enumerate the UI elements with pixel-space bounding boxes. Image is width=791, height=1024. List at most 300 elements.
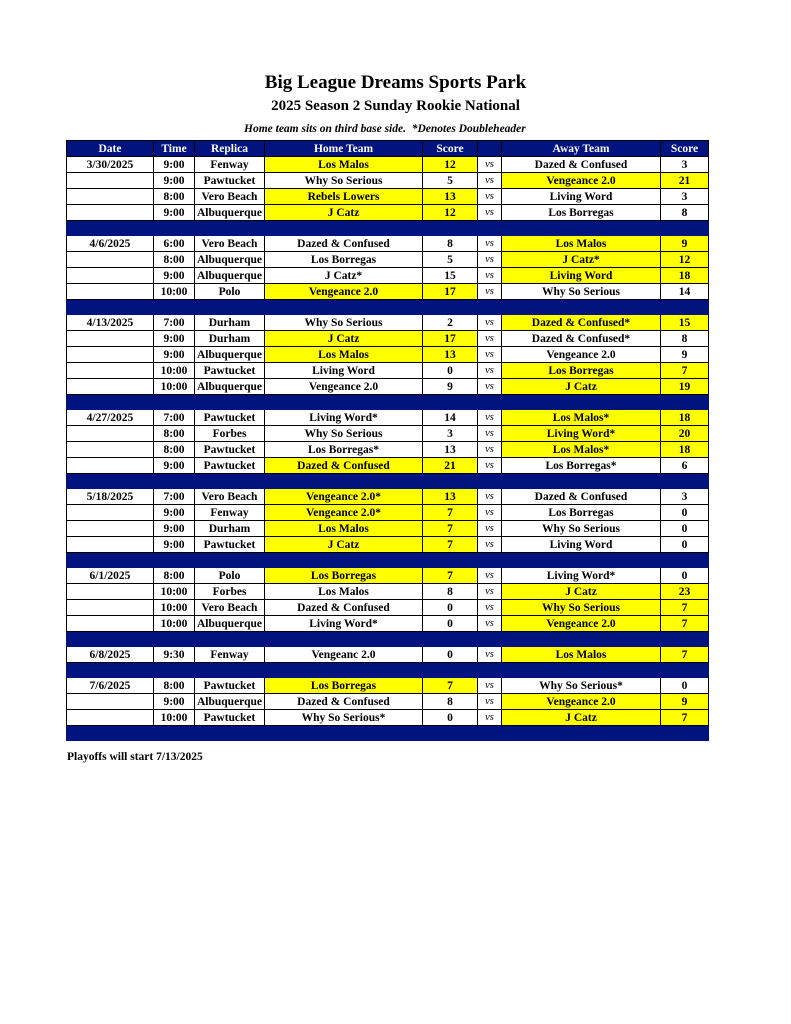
game-date: 4/27/2025 — [67, 410, 154, 426]
game-row — [67, 157, 709, 173]
away-team: Living Word — [502, 537, 661, 553]
game-date — [67, 252, 154, 268]
game-time: 7:00 — [154, 315, 195, 331]
vs-label: vs — [478, 379, 502, 395]
vs-label: vs — [478, 505, 502, 521]
game-row — [67, 268, 709, 284]
home-team: Los Malos — [265, 584, 423, 600]
game-row — [67, 363, 709, 379]
away-team: Why So Serious — [502, 521, 661, 537]
separator-cell — [154, 300, 195, 315]
game-field: Albuquerque — [195, 694, 265, 710]
separator-cell — [502, 474, 661, 489]
away-team: Dazed & Confused* — [502, 315, 661, 331]
away-team: Vengeance 2.0 — [502, 347, 661, 363]
home-score: 21 — [423, 458, 478, 474]
away-score: 19 — [661, 379, 709, 395]
separator-cell — [502, 300, 661, 315]
home-score: 13 — [423, 489, 478, 505]
col-header-away-score: Score — [661, 141, 709, 157]
home-team: Dazed & Confused — [265, 600, 423, 616]
home-score: 5 — [423, 173, 478, 189]
home-score: 7 — [423, 537, 478, 553]
separator-cell — [67, 300, 154, 315]
game-field: Pawtucket — [195, 458, 265, 474]
separator-cell — [67, 395, 154, 410]
away-score: 8 — [661, 205, 709, 221]
vs-label: vs — [478, 410, 502, 426]
vs-label: vs — [478, 252, 502, 268]
away-team: Living Word* — [502, 426, 661, 442]
home-team: J Catz* — [265, 268, 423, 284]
separator-cell — [265, 663, 423, 678]
home-team: Los Borregas — [265, 568, 423, 584]
separator-cell — [502, 553, 661, 568]
home-score: 8 — [423, 584, 478, 600]
game-time: 9:00 — [154, 521, 195, 537]
game-field: Pawtucket — [195, 410, 265, 426]
away-team: Los Borregas — [502, 205, 661, 221]
game-date: 4/6/2025 — [67, 236, 154, 252]
vs-label: vs — [478, 331, 502, 347]
game-field: Albuquerque — [195, 252, 265, 268]
game-row — [67, 647, 709, 663]
home-team: Living Word* — [265, 410, 423, 426]
home-score: 7 — [423, 521, 478, 537]
game-date — [67, 284, 154, 300]
home-team: Living Word — [265, 363, 423, 379]
away-score: 9 — [661, 236, 709, 252]
away-team: J Catz — [502, 584, 661, 600]
game-date — [67, 694, 154, 710]
home-score: 14 — [423, 410, 478, 426]
game-date: 7/6/2025 — [67, 678, 154, 694]
home-score: 8 — [423, 694, 478, 710]
home-score: 12 — [423, 157, 478, 173]
away-score: 7 — [661, 616, 709, 632]
away-team: Los Malos — [502, 236, 661, 252]
away-team: Los Borregas — [502, 363, 661, 379]
home-team: Dazed & Confused — [265, 236, 423, 252]
game-field: Vero Beach — [195, 189, 265, 205]
separator-cell — [265, 632, 423, 647]
separator-cell — [154, 663, 195, 678]
away-team: Dazed & Confused — [502, 489, 661, 505]
vs-label: vs — [478, 173, 502, 189]
game-time: 8:00 — [154, 189, 195, 205]
separator-cell — [478, 300, 502, 315]
game-time: 9:00 — [154, 173, 195, 189]
separator-cell — [265, 553, 423, 568]
col-header-time: Time — [154, 141, 195, 157]
home-team: Why So Serious — [265, 173, 423, 189]
game-time: 8:00 — [154, 252, 195, 268]
separator-cell — [195, 221, 265, 236]
away-score: 8 — [661, 331, 709, 347]
vs-label: vs — [478, 616, 502, 632]
separator-cell — [265, 300, 423, 315]
game-row — [67, 347, 709, 363]
vs-label: vs — [478, 489, 502, 505]
game-date — [67, 458, 154, 474]
separator-cell — [478, 395, 502, 410]
home-score: 2 — [423, 315, 478, 331]
game-field: Albuquerque — [195, 347, 265, 363]
game-time: 9:00 — [154, 458, 195, 474]
separator-cell — [67, 553, 154, 568]
game-field: Durham — [195, 521, 265, 537]
separator-cell — [67, 474, 154, 489]
game-date — [67, 600, 154, 616]
game-date — [67, 189, 154, 205]
game-date — [67, 173, 154, 189]
game-date — [67, 347, 154, 363]
game-date — [67, 331, 154, 347]
game-time: 9:00 — [154, 268, 195, 284]
vs-label: vs — [478, 157, 502, 173]
separator-cell — [661, 663, 709, 678]
home-team: J Catz — [265, 537, 423, 553]
away-team: Vengeance 2.0 — [502, 616, 661, 632]
separator-cell — [67, 221, 154, 236]
separator-cell — [502, 221, 661, 236]
separator-cell — [195, 553, 265, 568]
header-row — [67, 141, 709, 157]
game-row — [67, 426, 709, 442]
away-score: 7 — [661, 363, 709, 379]
game-row — [67, 205, 709, 221]
game-field: Vero Beach — [195, 600, 265, 616]
separator-cell — [478, 663, 502, 678]
vs-label: vs — [478, 458, 502, 474]
game-time: 9:00 — [154, 694, 195, 710]
separator-cell — [154, 632, 195, 647]
game-time: 8:00 — [154, 442, 195, 458]
away-score: 15 — [661, 315, 709, 331]
separator-cell — [195, 726, 265, 741]
away-score: 0 — [661, 505, 709, 521]
game-time: 9:30 — [154, 647, 195, 663]
game-date — [67, 379, 154, 395]
game-time: 9:00 — [154, 505, 195, 521]
home-score: 0 — [423, 647, 478, 663]
separator-cell — [423, 663, 478, 678]
vs-label: vs — [478, 694, 502, 710]
separator-cell — [423, 632, 478, 647]
game-time: 10:00 — [154, 379, 195, 395]
vs-label: vs — [478, 537, 502, 553]
separator-cell — [502, 726, 661, 741]
away-team: Living Word — [502, 189, 661, 205]
separator-cell — [478, 553, 502, 568]
separator-cell — [661, 726, 709, 741]
home-team: Los Malos — [265, 521, 423, 537]
home-score: 9 — [423, 379, 478, 395]
away-team: Why So Serious* — [502, 678, 661, 694]
vs-label: vs — [478, 600, 502, 616]
schedule-body — [67, 157, 709, 741]
away-score: 23 — [661, 584, 709, 600]
game-field: Forbes — [195, 426, 265, 442]
separator-cell — [423, 221, 478, 236]
game-row — [67, 710, 709, 726]
home-score: 13 — [423, 442, 478, 458]
separator-cell — [154, 474, 195, 489]
game-date — [67, 363, 154, 379]
separator-cell — [154, 395, 195, 410]
week-separator — [67, 300, 709, 315]
game-time: 8:00 — [154, 678, 195, 694]
away-score: 21 — [661, 173, 709, 189]
game-time: 9:00 — [154, 157, 195, 173]
home-team: Rebels Lowers — [265, 189, 423, 205]
home-score: 0 — [423, 616, 478, 632]
game-date — [67, 710, 154, 726]
home-score: 17 — [423, 284, 478, 300]
game-date: 5/18/2025 — [67, 489, 154, 505]
game-row — [67, 379, 709, 395]
away-team: Vengeance 2.0 — [502, 173, 661, 189]
home-score: 12 — [423, 205, 478, 221]
game-field: Durham — [195, 331, 265, 347]
vs-label: vs — [478, 710, 502, 726]
away-team: Why So Serious — [502, 600, 661, 616]
away-team: J Catz — [502, 379, 661, 395]
game-row — [67, 489, 709, 505]
away-team: Vengeance 2.0 — [502, 694, 661, 710]
game-date — [67, 505, 154, 521]
game-time: 10:00 — [154, 584, 195, 600]
separator-cell — [265, 474, 423, 489]
col-header-vs — [478, 141, 502, 157]
separator-cell — [478, 726, 502, 741]
game-time: 9:00 — [154, 205, 195, 221]
away-team: Dazed & Confused* — [502, 331, 661, 347]
game-field: Polo — [195, 568, 265, 584]
separator-cell — [661, 553, 709, 568]
page-title: Big League Dreams Sports Park — [264, 72, 527, 93]
game-date — [67, 537, 154, 553]
vs-label: vs — [478, 284, 502, 300]
vs-label: vs — [478, 647, 502, 663]
away-score: 7 — [661, 710, 709, 726]
vs-label: vs — [478, 568, 502, 584]
vs-label: vs — [478, 678, 502, 694]
home-team: J Catz — [265, 205, 423, 221]
away-score: 18 — [661, 410, 709, 426]
home-score: 0 — [423, 710, 478, 726]
game-row — [67, 331, 709, 347]
game-time: 9:00 — [154, 537, 195, 553]
vs-label: vs — [478, 521, 502, 537]
home-score: 17 — [423, 331, 478, 347]
away-score: 7 — [661, 600, 709, 616]
home-team: Why So Serious — [265, 426, 423, 442]
game-date: 4/13/2025 — [67, 315, 154, 331]
game-row — [67, 537, 709, 553]
game-date — [67, 616, 154, 632]
separator-cell — [67, 663, 154, 678]
away-score: 3 — [661, 489, 709, 505]
separator-cell — [423, 300, 478, 315]
home-score: 7 — [423, 678, 478, 694]
separator-cell — [154, 726, 195, 741]
away-score: 20 — [661, 426, 709, 442]
game-row — [67, 505, 709, 521]
home-score: 7 — [423, 505, 478, 521]
away-score: 3 — [661, 189, 709, 205]
schedule-table — [66, 140, 709, 741]
home-team: Dazed & Confused — [265, 694, 423, 710]
separator-cell — [478, 632, 502, 647]
home-score: 15 — [423, 268, 478, 284]
game-field: Vero Beach — [195, 236, 265, 252]
away-score: 0 — [661, 521, 709, 537]
playoffs-note: Playoffs will start 7/13/2025 — [67, 751, 203, 763]
game-row — [67, 252, 709, 268]
away-score: 0 — [661, 537, 709, 553]
home-score: 7 — [423, 568, 478, 584]
separator-cell — [67, 726, 154, 741]
home-score: 13 — [423, 347, 478, 363]
vs-label: vs — [478, 189, 502, 205]
game-date: 6/8/2025 — [67, 647, 154, 663]
game-row — [67, 521, 709, 537]
separator-cell — [661, 300, 709, 315]
game-time: 9:00 — [154, 331, 195, 347]
away-score: 7 — [661, 647, 709, 663]
game-field: Pawtucket — [195, 173, 265, 189]
home-team: Los Malos — [265, 157, 423, 173]
away-team: Los Malos* — [502, 410, 661, 426]
home-team: Living Word* — [265, 616, 423, 632]
home-team: Vengeanc 2.0 — [265, 647, 423, 663]
separator-cell — [661, 632, 709, 647]
game-row — [67, 616, 709, 632]
game-field: Fenway — [195, 647, 265, 663]
game-field: Albuquerque — [195, 379, 265, 395]
vs-label: vs — [478, 442, 502, 458]
game-date — [67, 268, 154, 284]
separator-cell — [265, 395, 423, 410]
separator-cell — [661, 221, 709, 236]
game-row — [67, 173, 709, 189]
week-separator — [67, 474, 709, 489]
game-row — [67, 600, 709, 616]
vs-label: vs — [478, 205, 502, 221]
separator-cell — [154, 221, 195, 236]
game-field: Pawtucket — [195, 537, 265, 553]
game-date — [67, 205, 154, 221]
home-team: Dazed & Confused — [265, 458, 423, 474]
game-time: 10:00 — [154, 616, 195, 632]
away-score: 18 — [661, 268, 709, 284]
game-date — [67, 584, 154, 600]
col-header-home-score: Score — [423, 141, 478, 157]
game-date — [67, 442, 154, 458]
away-score: 9 — [661, 694, 709, 710]
home-team: Why So Serious* — [265, 710, 423, 726]
home-score: 3 — [423, 426, 478, 442]
home-team: Los Borregas — [265, 678, 423, 694]
separator-cell — [502, 632, 661, 647]
game-row — [67, 694, 709, 710]
game-date — [67, 521, 154, 537]
game-row — [67, 568, 709, 584]
separator-cell — [423, 395, 478, 410]
vs-label: vs — [478, 315, 502, 331]
away-score: 3 — [661, 157, 709, 173]
separator-cell — [195, 300, 265, 315]
week-separator — [67, 395, 709, 410]
away-score: 18 — [661, 442, 709, 458]
home-team: Los Borregas* — [265, 442, 423, 458]
game-row — [67, 584, 709, 600]
game-time: 9:00 — [154, 347, 195, 363]
game-row — [67, 410, 709, 426]
game-time: 10:00 — [154, 600, 195, 616]
game-date — [67, 426, 154, 442]
home-team: Los Malos — [265, 347, 423, 363]
game-time: 7:00 — [154, 489, 195, 505]
game-row — [67, 315, 709, 331]
away-score: 12 — [661, 252, 709, 268]
game-field: Albuquerque — [195, 616, 265, 632]
page-subtitle: 2025 Season 2 Sunday Rookie National — [271, 98, 520, 114]
week-separator — [67, 663, 709, 678]
game-time: 8:00 — [154, 568, 195, 584]
vs-label: vs — [478, 584, 502, 600]
week-separator — [67, 553, 709, 568]
home-team: Vengeance 2.0* — [265, 505, 423, 521]
separator-cell — [195, 474, 265, 489]
separator-cell — [502, 663, 661, 678]
vs-label: vs — [478, 347, 502, 363]
game-time: 10:00 — [154, 363, 195, 379]
separator-cell — [478, 474, 502, 489]
game-field: Fenway — [195, 157, 265, 173]
game-field: Vero Beach — [195, 489, 265, 505]
game-row — [67, 284, 709, 300]
game-field: Albuquerque — [195, 268, 265, 284]
game-field: Pawtucket — [195, 363, 265, 379]
game-date: 3/30/2025 — [67, 157, 154, 173]
separator-cell — [265, 221, 423, 236]
game-field: Polo — [195, 284, 265, 300]
game-field: Pawtucket — [195, 442, 265, 458]
game-time: 7:00 — [154, 410, 195, 426]
home-score: 0 — [423, 363, 478, 379]
away-score: 0 — [661, 568, 709, 584]
vs-label: vs — [478, 236, 502, 252]
game-row — [67, 458, 709, 474]
separator-cell — [423, 474, 478, 489]
away-team: Los Malos* — [502, 442, 661, 458]
separator-cell — [661, 474, 709, 489]
game-field: Forbes — [195, 584, 265, 600]
game-field: Pawtucket — [195, 678, 265, 694]
week-separator — [67, 221, 709, 236]
vs-label: vs — [478, 268, 502, 284]
game-time: 10:00 — [154, 710, 195, 726]
separator-cell — [195, 632, 265, 647]
doubleheader-note: Home team sits on third base side. *Denotes Doubleheader — [244, 123, 526, 135]
away-score: 0 — [661, 678, 709, 694]
separator-cell — [661, 395, 709, 410]
separator-cell — [67, 632, 154, 647]
game-field: Durham — [195, 315, 265, 331]
vs-label: vs — [478, 363, 502, 379]
